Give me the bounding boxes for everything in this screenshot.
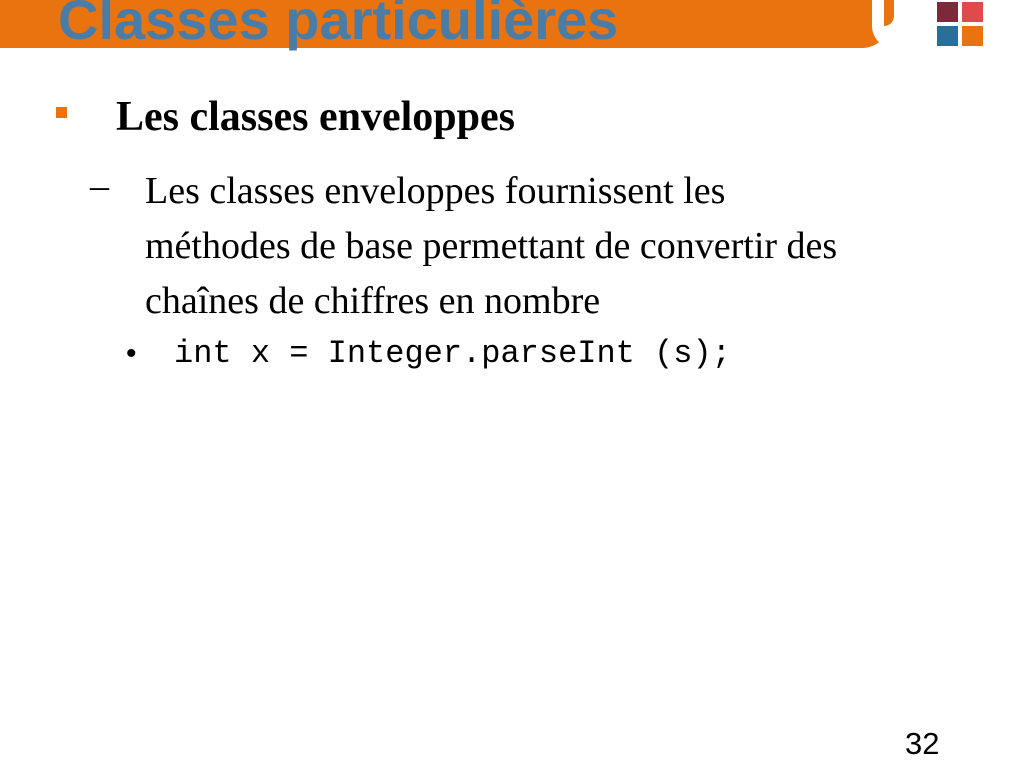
logo-square-bottom-right (962, 26, 983, 46)
bullet-level1-text: Les classes enveloppes (116, 94, 515, 140)
dot-bullet-icon: • (126, 337, 137, 370)
bullet-level2-text (145, 164, 995, 329)
logo-icon (937, 2, 985, 48)
slide-title: Classes particulières (58, 0, 619, 51)
logo-square-top-right (962, 2, 983, 22)
bullet-level2-line: chaînes de chiffres en nombre (145, 280, 601, 322)
page-number: 32 (905, 726, 940, 761)
bullet-level2-line: Les classes enveloppes fournissent les (145, 170, 726, 212)
bullet-level2-line: méthodes de base permettant de convertir des (145, 225, 838, 267)
dash-bullet-icon: – (90, 165, 109, 207)
code-snippet: int x = Integer.parseInt (s); (174, 335, 731, 372)
square-bullet-icon (56, 107, 67, 118)
logo-square-top-left (937, 2, 958, 22)
logo-square-bottom-left (937, 26, 958, 46)
